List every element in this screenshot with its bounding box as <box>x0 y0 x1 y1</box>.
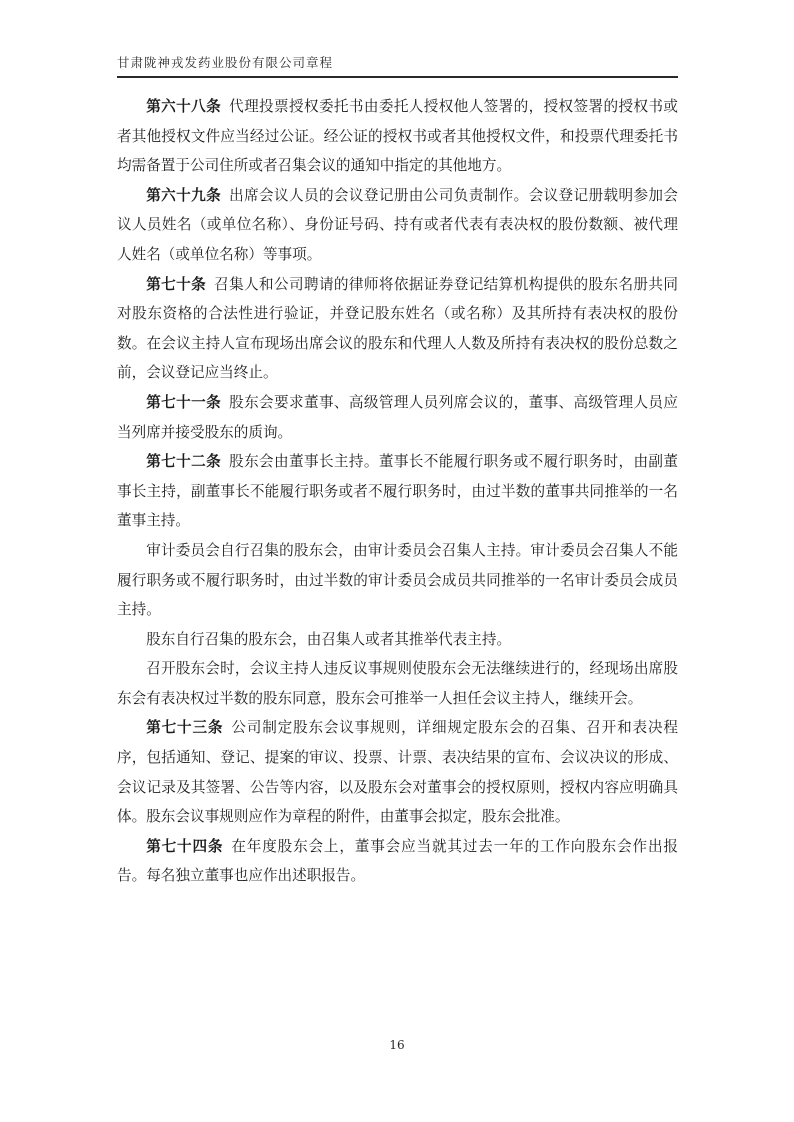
paragraph-text: 召开股东会时，会议主持人违反议事规则使股东会无法继续进行的，经现场出席股东会有表决权过半数的股东同意，股东会可推举一人担任会议主持人，继续开会。 <box>117 660 678 707</box>
article-text: 公司制定股东会议事规则，详细规定股东会的召集、召开和表决程序，包括通知、登记、提案的审议、投票、计票、表决结果的宣布、会议决议的形成、会议记录及其签署、公告等内容，以及股东会对董事会的授权原则，授权内容应明确具体。股东会议事规则应作为章程的附件，由董事会拟定，股东会批准。 <box>117 719 678 826</box>
article-paragraph <box>117 181 678 270</box>
article-number: 第七十一条 <box>146 393 222 411</box>
article-text: 出席会议人员的会议登记册由公司负责制作。会议登记册载明参加会议人员姓名（或单位名称）、身份证号码、持有或者代表有表决权的股份数额、被代理人姓名（或单位名称）等事项。 <box>117 186 678 263</box>
page-number: 16 <box>389 1038 405 1052</box>
article-number: 第七十四条 <box>146 837 224 855</box>
article-paragraph <box>117 447 678 536</box>
article-text: 股东会要求董事、高级管理人员列席会议的，董事、高级管理人员应当列席并接受股东的质询。 <box>117 393 678 441</box>
body-paragraph <box>117 536 678 625</box>
article-paragraph <box>117 832 678 891</box>
article-text: 股东会由董事长主持。董事长不能履行职务或不履行职务时，由副董事长主持，副董事长不能履行职务或者不履行职务时，由过半数的董事共同推举的一名董事主持。 <box>117 453 678 530</box>
article-text: 在年度股东会上，董事会应当就其过去一年的工作向股东会作出报告。每名独立董事也应作出述职报告。 <box>117 837 678 885</box>
article-number: 第七十三条 <box>146 719 224 737</box>
paragraph-text: 审计委员会自行召集的股东会，由审计委员会召集人主持。审计委员会召集人不能履行职务或不履行职务时，由过半数的审计委员会成员共同推举的一名审计委员会成员主持。 <box>117 541 678 619</box>
article-number: 第六十八条 <box>146 98 222 115</box>
body-paragraph <box>117 625 678 655</box>
body-paragraph <box>117 654 678 713</box>
article-paragraph <box>117 388 678 447</box>
article-number: 第七十条 <box>146 275 207 293</box>
article-number: 第七十二条 <box>146 453 222 471</box>
paragraph-text: 股东自行召集的股东会，由召集人或者其推举代表主持。 <box>146 630 512 648</box>
article-paragraph <box>117 713 678 831</box>
article-text: 代理投票授权委托书由委托人授权他人签署的，授权签署的授权书或者其他授权文件应当经过公证。经公证的授权书或者其他授权文件，和投票代理委托书均需备置于公司住所或者召集会议的通知中指定的其他地方。 <box>117 98 678 175</box>
article-number: 第六十九条 <box>146 186 222 204</box>
article-text: 召集人和公司聘请的律师将依据证券登记结算机构提供的股东名册共同对股东资格的合法性进行验证，并登记股东姓名（或名称）及其所持有表决权的股份数。在会议主持人宣布现场出席会议的股东和代理人人数及所持有表决权的股份总数之前，会议登记应当终止。 <box>117 275 678 382</box>
document-body <box>117 92 678 891</box>
page-header <box>117 52 678 78</box>
article-paragraph <box>117 92 678 181</box>
document-header-title: 甘肃陇神戎发药业股份有限公司章程 <box>117 55 334 70</box>
page-footer <box>0 1038 794 1052</box>
article-paragraph <box>117 270 678 388</box>
